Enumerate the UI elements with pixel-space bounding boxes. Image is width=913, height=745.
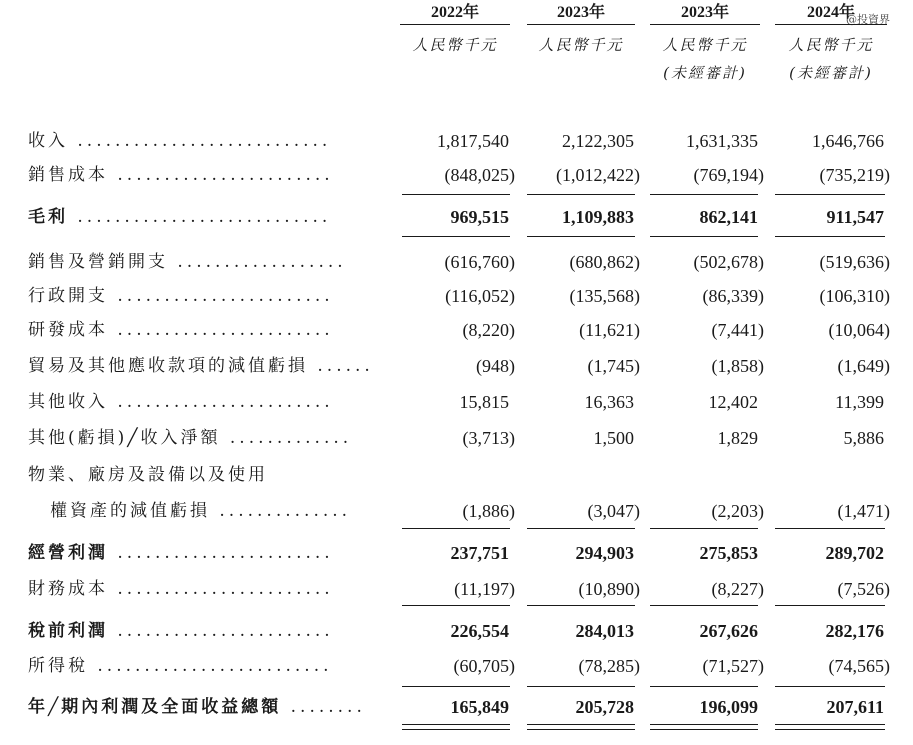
row-value-col-3: (7,441) — [711, 320, 764, 340]
row-value-col-2: 1,500 — [593, 428, 634, 448]
column-year: 2023年 — [527, 2, 635, 25]
column-year: 2023年 — [650, 2, 760, 25]
row-label-text: 經營利潤 — [28, 543, 108, 563]
row-value-col-2: 1,109,883 — [562, 207, 634, 227]
row-label-text: 物業、廠房及設備以及使用 — [28, 465, 268, 485]
row-value-col-1: 15,815 — [459, 392, 509, 412]
dot-leader: ....................... — [108, 543, 334, 563]
total-double-rule — [775, 729, 885, 730]
row-label-text: 毛利 — [28, 207, 68, 227]
row-value-col-3: 1,829 — [717, 428, 758, 448]
row-value-col-4: (1,471) — [837, 501, 890, 521]
subtotal-rule — [650, 236, 758, 237]
row-value-col-3: (502,678) — [693, 252, 764, 272]
subtotal-rule — [527, 528, 635, 529]
row-label-text: 財務成本 — [28, 579, 108, 599]
statement-row — [0, 313, 913, 347]
row-value-col-3: 862,141 — [699, 207, 758, 227]
column-header-2 — [527, 2, 635, 56]
row-label-text: 年╱期內利潤及全面收益總額 — [28, 697, 282, 717]
row-label-text: 銷售及營銷開支 — [28, 252, 168, 272]
total-double-rule — [402, 729, 510, 730]
subtotal-rule — [775, 686, 885, 687]
row-value-col-1: 226,554 — [450, 621, 509, 641]
column-audit-note: (未經審計) — [789, 64, 873, 82]
row-label-text: 行政開支 — [28, 286, 108, 306]
statement-row — [0, 158, 913, 192]
statement-row — [0, 279, 913, 313]
row-value-col-3: (1,858) — [711, 356, 764, 376]
row-value-col-3: 12,402 — [708, 392, 758, 412]
subtotal-rule — [650, 194, 758, 195]
total-double-rule — [650, 724, 758, 725]
statement-row — [0, 536, 913, 570]
column-unit: 人民幣千元 — [538, 36, 624, 54]
total-double-rule — [527, 724, 635, 725]
column-year: 2022年 — [400, 2, 510, 25]
row-label — [28, 285, 334, 307]
row-value-col-1: (616,760) — [444, 252, 515, 272]
row-value-col-3: (86,339) — [702, 286, 764, 306]
watermark: @投資界 — [846, 13, 890, 26]
row-value-col-1: 1,817,540 — [437, 131, 509, 151]
dot-leader: ........ — [281, 697, 366, 717]
statement-row — [0, 349, 913, 383]
subtotal-rule — [650, 605, 758, 606]
row-label — [28, 319, 334, 341]
subtotal-rule — [527, 686, 635, 687]
statement-row — [0, 421, 913, 455]
dot-leader: ....................... — [108, 286, 334, 306]
statement-row — [0, 649, 913, 683]
subtotal-rule — [402, 528, 510, 529]
row-value-col-1: (11,197) — [454, 579, 515, 599]
row-value-col-3: 1,631,335 — [686, 131, 758, 151]
column-unit: 人民幣千元 — [412, 36, 498, 54]
row-value-col-2: (680,862) — [569, 252, 640, 272]
row-value-col-4: (519,636) — [819, 252, 890, 272]
row-label-text: 銷售成本 — [28, 165, 108, 185]
row-value-col-4: 207,611 — [826, 697, 884, 717]
row-label-text: 貿易及其他應收款項的減值虧損 — [28, 356, 308, 376]
row-value-col-1: (948) — [476, 356, 515, 376]
row-value-col-4: (1,649) — [837, 356, 890, 376]
row-value-col-2: 16,363 — [584, 392, 634, 412]
row-value-col-2: (1,012,422) — [556, 165, 640, 185]
statement-row — [0, 572, 913, 606]
dot-leader: ....................... — [108, 579, 334, 599]
row-value-col-2: 2,122,305 — [562, 131, 634, 151]
statement-row — [0, 494, 913, 528]
row-value-col-4: (10,064) — [828, 320, 890, 340]
row-label — [28, 542, 334, 564]
row-label — [28, 464, 268, 486]
dot-leader: ....................... — [108, 392, 334, 412]
dot-leader: ............. — [220, 428, 353, 448]
row-value-col-1: 165,849 — [450, 697, 509, 717]
dot-leader: ....................... — [108, 621, 334, 641]
subtotal-rule — [650, 528, 758, 529]
row-value-col-1: (1,886) — [462, 501, 515, 521]
subtotal-rule — [775, 528, 885, 529]
statement-row — [0, 690, 913, 724]
row-value-col-1: 969,515 — [450, 207, 509, 227]
row-value-col-2: (1,745) — [587, 356, 640, 376]
row-value-col-4: (735,219) — [819, 165, 890, 185]
row-value-col-3: (2,203) — [711, 501, 764, 521]
row-label — [50, 500, 351, 522]
column-header-4 — [775, 2, 887, 84]
column-audit-note: (未經審計) — [663, 64, 747, 82]
row-label — [28, 164, 334, 186]
total-double-rule — [775, 724, 885, 725]
row-value-col-2: 205,728 — [575, 697, 634, 717]
row-value-col-2: (11,621) — [579, 320, 640, 340]
dot-leader: ...... — [308, 356, 374, 376]
subtotal-rule — [775, 236, 885, 237]
row-label-text: 其他(虧損)╱收入淨額 — [28, 428, 221, 448]
row-value-col-3: (71,527) — [702, 656, 764, 676]
row-label — [28, 355, 374, 377]
dot-leader: .............. — [210, 501, 352, 521]
subtotal-rule — [402, 194, 510, 195]
statement-row — [0, 385, 913, 419]
subtotal-rule — [402, 236, 510, 237]
subtotal-rule — [775, 194, 885, 195]
row-value-col-3: 196,099 — [699, 697, 758, 717]
row-label — [28, 391, 334, 413]
row-value-col-2: (3,047) — [587, 501, 640, 521]
dot-leader: ....................... — [108, 165, 334, 185]
row-label — [28, 620, 334, 642]
row-value-col-1: (60,705) — [453, 656, 515, 676]
row-label — [28, 206, 331, 228]
statement-row — [0, 200, 913, 234]
row-value-col-2: (135,568) — [569, 286, 640, 306]
row-value-col-2: (10,890) — [578, 579, 640, 599]
row-value-col-2: 294,903 — [575, 543, 634, 563]
row-value-col-2: (78,285) — [578, 656, 640, 676]
row-value-col-4: 11,399 — [835, 392, 884, 412]
dot-leader: ........................... — [68, 207, 332, 227]
row-label — [28, 696, 366, 718]
subtotal-rule — [650, 686, 758, 687]
row-value-col-4: (7,526) — [837, 579, 890, 599]
total-double-rule — [527, 729, 635, 730]
row-label-text: 稅前利潤 — [28, 621, 108, 641]
row-label — [28, 578, 334, 600]
row-label-text: 權資產的減值虧損 — [50, 501, 210, 521]
row-value-col-3: 275,853 — [699, 543, 758, 563]
dot-leader: .................. — [168, 252, 347, 272]
total-double-rule — [650, 729, 758, 730]
row-label-text: 所得稅 — [28, 656, 88, 676]
row-value-col-1: 237,751 — [450, 543, 509, 563]
row-label — [28, 130, 331, 152]
dot-leader: ......................... — [88, 656, 333, 676]
row-label-text: 其他收入 — [28, 392, 108, 412]
row-value-col-1: (8,220) — [462, 320, 515, 340]
statement-row — [0, 245, 913, 279]
row-value-col-3: 267,626 — [699, 621, 758, 641]
row-value-col-1: (116,052) — [445, 286, 515, 306]
subtotal-rule — [527, 236, 635, 237]
subtotal-rule — [775, 605, 885, 606]
column-header-1 — [400, 2, 510, 56]
row-label — [28, 655, 333, 677]
column-unit: 人民幣千元 — [788, 36, 874, 54]
row-label-text: 收入 — [28, 131, 68, 151]
row-value-col-4: 282,176 — [825, 621, 884, 641]
column-year: 2024年 — [775, 2, 887, 25]
row-value-col-4: (106,310) — [819, 286, 890, 306]
subtotal-rule — [402, 605, 510, 606]
row-label — [28, 251, 347, 273]
row-value-col-4: 289,702 — [825, 543, 884, 563]
statement-row — [0, 458, 913, 492]
subtotal-rule — [527, 194, 635, 195]
row-value-col-4: 5,886 — [843, 428, 884, 448]
statement-row — [0, 124, 913, 158]
row-value-col-3: (8,227) — [711, 579, 764, 599]
dot-leader: ........................... — [68, 131, 332, 151]
column-unit: 人民幣千元 — [662, 36, 748, 54]
subtotal-rule — [527, 605, 635, 606]
row-label-text: 研發成本 — [28, 320, 108, 340]
row-value-col-1: (848,025) — [444, 165, 515, 185]
statement-row — [0, 614, 913, 648]
row-label — [28, 427, 352, 449]
row-value-col-2: 284,013 — [575, 621, 634, 641]
dot-leader: ....................... — [108, 320, 334, 340]
row-value-col-4: 1,646,766 — [812, 131, 884, 151]
row-value-col-4: 911,547 — [826, 207, 884, 227]
row-value-col-4: (74,565) — [828, 656, 890, 676]
total-double-rule — [402, 724, 510, 725]
row-value-col-3: (769,194) — [693, 165, 764, 185]
column-header-3 — [650, 2, 760, 84]
row-value-col-1: (3,713) — [462, 428, 515, 448]
subtotal-rule — [402, 686, 510, 687]
